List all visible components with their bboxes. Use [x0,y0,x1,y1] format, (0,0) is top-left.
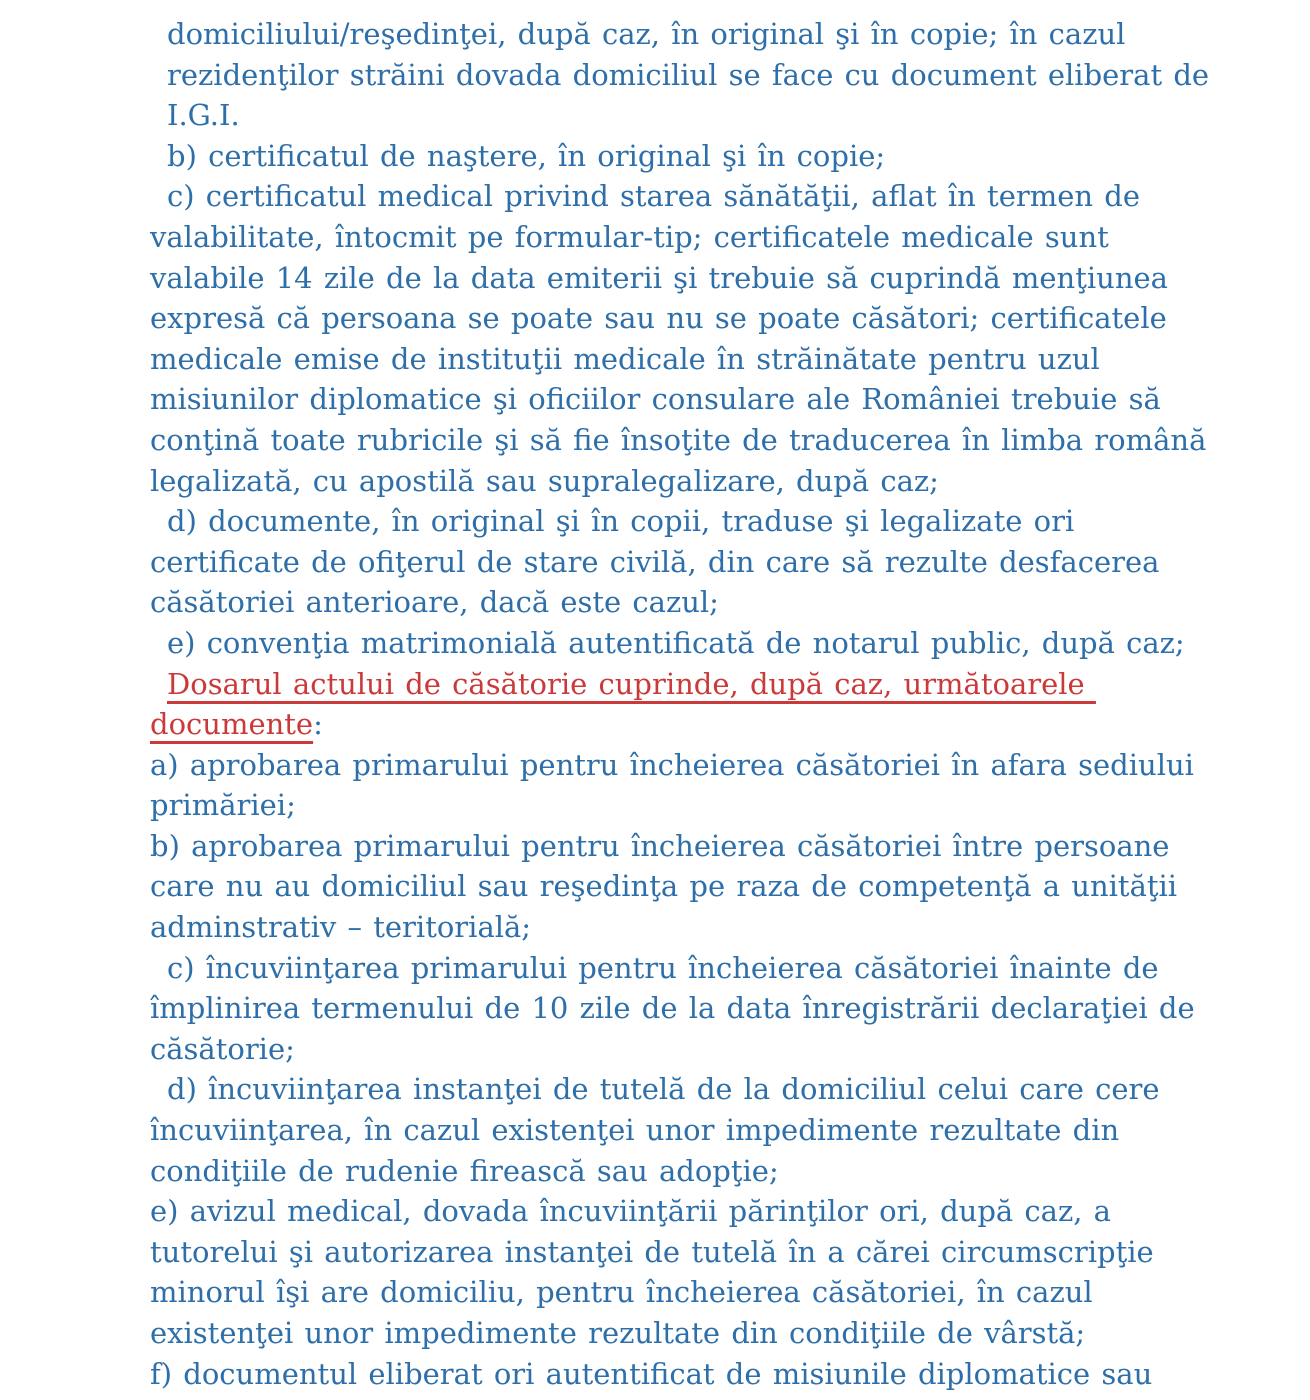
body-text: minorul îşi are domiciliu, pentru încheierea căsătoriei, în cazul [150,1275,1093,1310]
document-line [150,1354,1280,1395]
document-line [150,785,1280,826]
document-line [150,1110,1280,1151]
body-text: f) documentul eliberat ori autentificat de misiunile diplomatice sau [150,1356,1153,1391]
document-line [150,1313,1280,1354]
body-text: d) încuviinţarea instanţei de tutelă de la domiciliul celui care cere [167,1072,1160,1107]
document-line [150,907,1280,948]
body-text: căsătoriei anterioare, dacă este cazul; [150,585,719,620]
document-line [150,501,1280,542]
body-text: domiciliului/reşedinţei, după caz, în original şi în copie; în cazul [167,17,1126,51]
document-line [150,217,1280,258]
body-text: încuviinţarea, în cazul existenţei unor impedimente rezultate din [150,1113,1120,1148]
red-underlined-heading-text: documente [150,707,314,742]
document-line [150,745,1280,786]
red-underlined-heading-text: Dosarul actului de căsătorie cuprinde, după caz, următoarele [167,666,1096,701]
body-text: conţină toate rubricile şi să fie însoţite de traducerea în limba română [150,422,1207,457]
document-line [150,1151,1280,1192]
body-text: primăriei; [150,788,296,823]
body-text: valabilitate, întocmit pe formular-tip; certificatele medicale sunt [150,219,1109,254]
document-line [150,1029,1280,1070]
body-text: a) aprobarea primarului pentru încheierea căsătoriei în afara sediului [150,747,1194,782]
body-text: condiţiile de rudenie firească sau adopţie; [150,1153,779,1188]
document-line [150,542,1280,583]
document-line [150,988,1280,1029]
document-line [150,379,1280,420]
document-line [150,136,1280,177]
body-text: b) aprobarea primarului pentru încheierea căsătoriei între persoane [150,828,1170,863]
body-text: e) convenţia matrimonială autentificată de notarul public, după caz; [167,625,1185,660]
body-text: adminstrativ – teritorială; [150,910,532,945]
body-text: c) încuviinţarea primarului pentru încheierea căsătoriei înainte de [167,950,1159,985]
document-line [150,826,1280,867]
document-line [150,1191,1280,1232]
body-text: certificate de ofiţerul de stare civilă, din care să rezulte desfacerea [150,544,1160,579]
body-text: d) documente, în original şi în copii, traduse şi legalizate ori [167,504,1075,539]
document-line [150,298,1280,339]
body-text: tutorelui şi autorizarea instanţei de tutelă în a cărei circumscripţie [150,1234,1154,1269]
body-text: valabile 14 zile de la data emiterii şi trebuie să cuprindă menţiunea [150,260,1168,295]
body-text: legalizată, cu apostilă sau supralegalizare, după caz; [150,463,939,498]
document-line [150,258,1280,299]
document-line [150,704,1280,745]
body-text: b) certificatul de naştere, în original şi în copie; [167,138,886,173]
document-line [150,95,1280,136]
document-line [150,420,1280,461]
body-text: medicale emise de instituţii medicale în străinătate pentru uzul [150,341,1100,376]
body-text: e) avizul medical, dovada încuviinţării părinţilor ori, după caz, a [150,1194,1111,1229]
body-text: c) certificatul medical privind starea sănătăţii, aflat în termen de [167,179,1141,214]
body-text: împlinirea termenului de 10 zile de la data înregistrării declaraţiei de [150,991,1195,1026]
document-line [150,339,1280,380]
document-line [150,948,1280,989]
body-text: rezidenţilor străini dovada domiciliul se face cu document eliberat de [167,57,1210,92]
body-text: care nu au domiciliul sau reşedinţa pe raza de competenţă a unităţii [150,869,1178,904]
document-line [150,461,1280,502]
document-line [150,55,1280,96]
document-line [150,582,1280,623]
document-line [150,14,1280,55]
body-text: căsătorie; [150,1031,295,1066]
document-line [150,1069,1280,1110]
body-text: existenţei unor impedimente rezultate din condiţiile de vârstă; [150,1316,1086,1350]
document-line [150,664,1280,705]
document-line [150,176,1280,217]
document-line [150,1272,1280,1313]
document-line [150,623,1280,664]
body-text: I.G.I. [167,98,240,133]
document-line [150,866,1280,907]
document-line [150,1232,1280,1273]
body-text: expresă că persoana se poate sau nu se poate căsători; certificatele [150,301,1167,336]
body-text: : [313,707,323,742]
body-text: misiunilor diplomatice şi oficiilor consulare ale României trebuie să [150,382,1161,417]
